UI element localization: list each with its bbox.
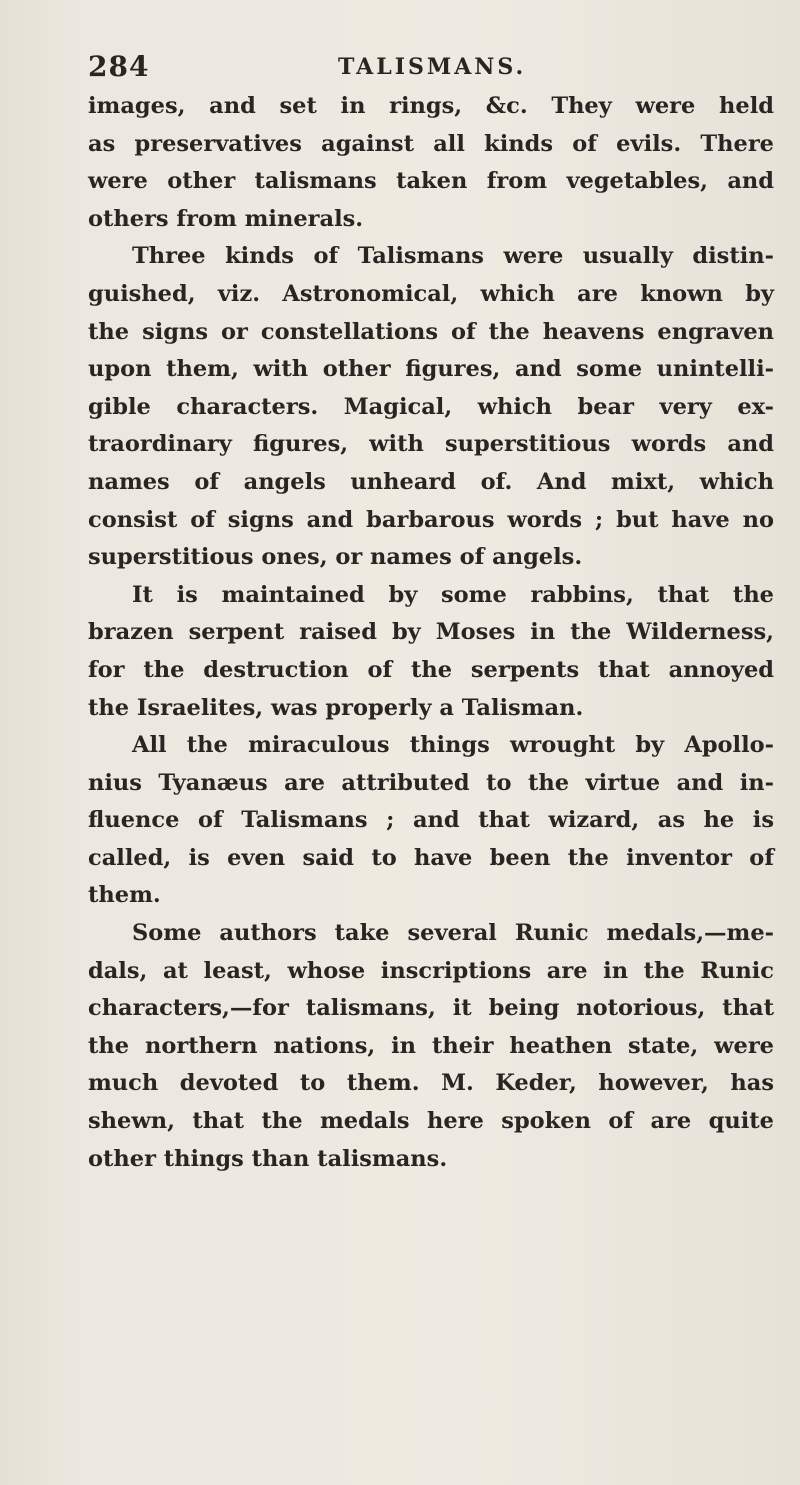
text-line: other things than talismans. (88, 1145, 448, 1172)
text-line: traordinary figures, with superstitious words and (88, 431, 774, 458)
page-number: 284 (88, 50, 150, 83)
text-line: consist of signs and barbarous words ; but have no (88, 506, 774, 533)
page-header (88, 50, 788, 90)
text-line: called, is even said to have been the inventor of (88, 844, 774, 871)
text-line: guished, viz. Astronomical, which are known by (88, 280, 774, 307)
text-line: gible characters. Magical, which bear very ex- (88, 393, 774, 420)
text-line: brazen serpent raised by Moses in the Wilderness, (88, 619, 774, 646)
text-line: the northern nations, in their heathen state, were (88, 1032, 774, 1059)
text-line: superstitious ones, or names of angels. (88, 544, 583, 571)
text-line: shewn, that the medals here spoken of are quite (88, 1108, 774, 1135)
text-line: nius Tyanæus are attributed to the virtue and in- (88, 769, 774, 796)
text-line: others from minerals. (88, 205, 364, 232)
text-line: them. (88, 882, 161, 909)
body-text (88, 88, 774, 1178)
text-line: All the miraculous things wrought by Apollo- (132, 732, 774, 759)
text-line: the signs or constellations of the heavens engraven (88, 318, 774, 345)
text-line: the Israelites, was properly a Talisman. (88, 694, 584, 721)
text-line: fluence of Talismans ; and that wizard, as he is (88, 807, 774, 834)
text-line: names of angels unheard of. And mixt, which (88, 468, 774, 495)
text-line: Three kinds of Talismans were usually distin- (132, 243, 774, 270)
text-line: dals, at least, whose inscriptions are in the Runic (88, 957, 774, 984)
text-line: characters,—for talismans, it being notorious, that (88, 995, 774, 1022)
running-head: TALISMANS. (338, 54, 527, 80)
text-line: were other talismans taken from vegetables, and (88, 168, 774, 195)
text-line: Some authors take several Runic medals,—me- (132, 920, 774, 947)
text-line: images, and set in rings, &c. They were held (88, 93, 774, 119)
text-line: much devoted to them. M. Keder, however, has (88, 1070, 774, 1097)
text-line: It is maintained by some rabbins, that the (132, 581, 774, 608)
text-line: for the destruction of the serpents that annoyed (88, 656, 774, 683)
text-line: upon them, with other figures, and some unintelli- (88, 356, 774, 383)
text-line: as preservatives against all kinds of evils. There (88, 130, 774, 157)
